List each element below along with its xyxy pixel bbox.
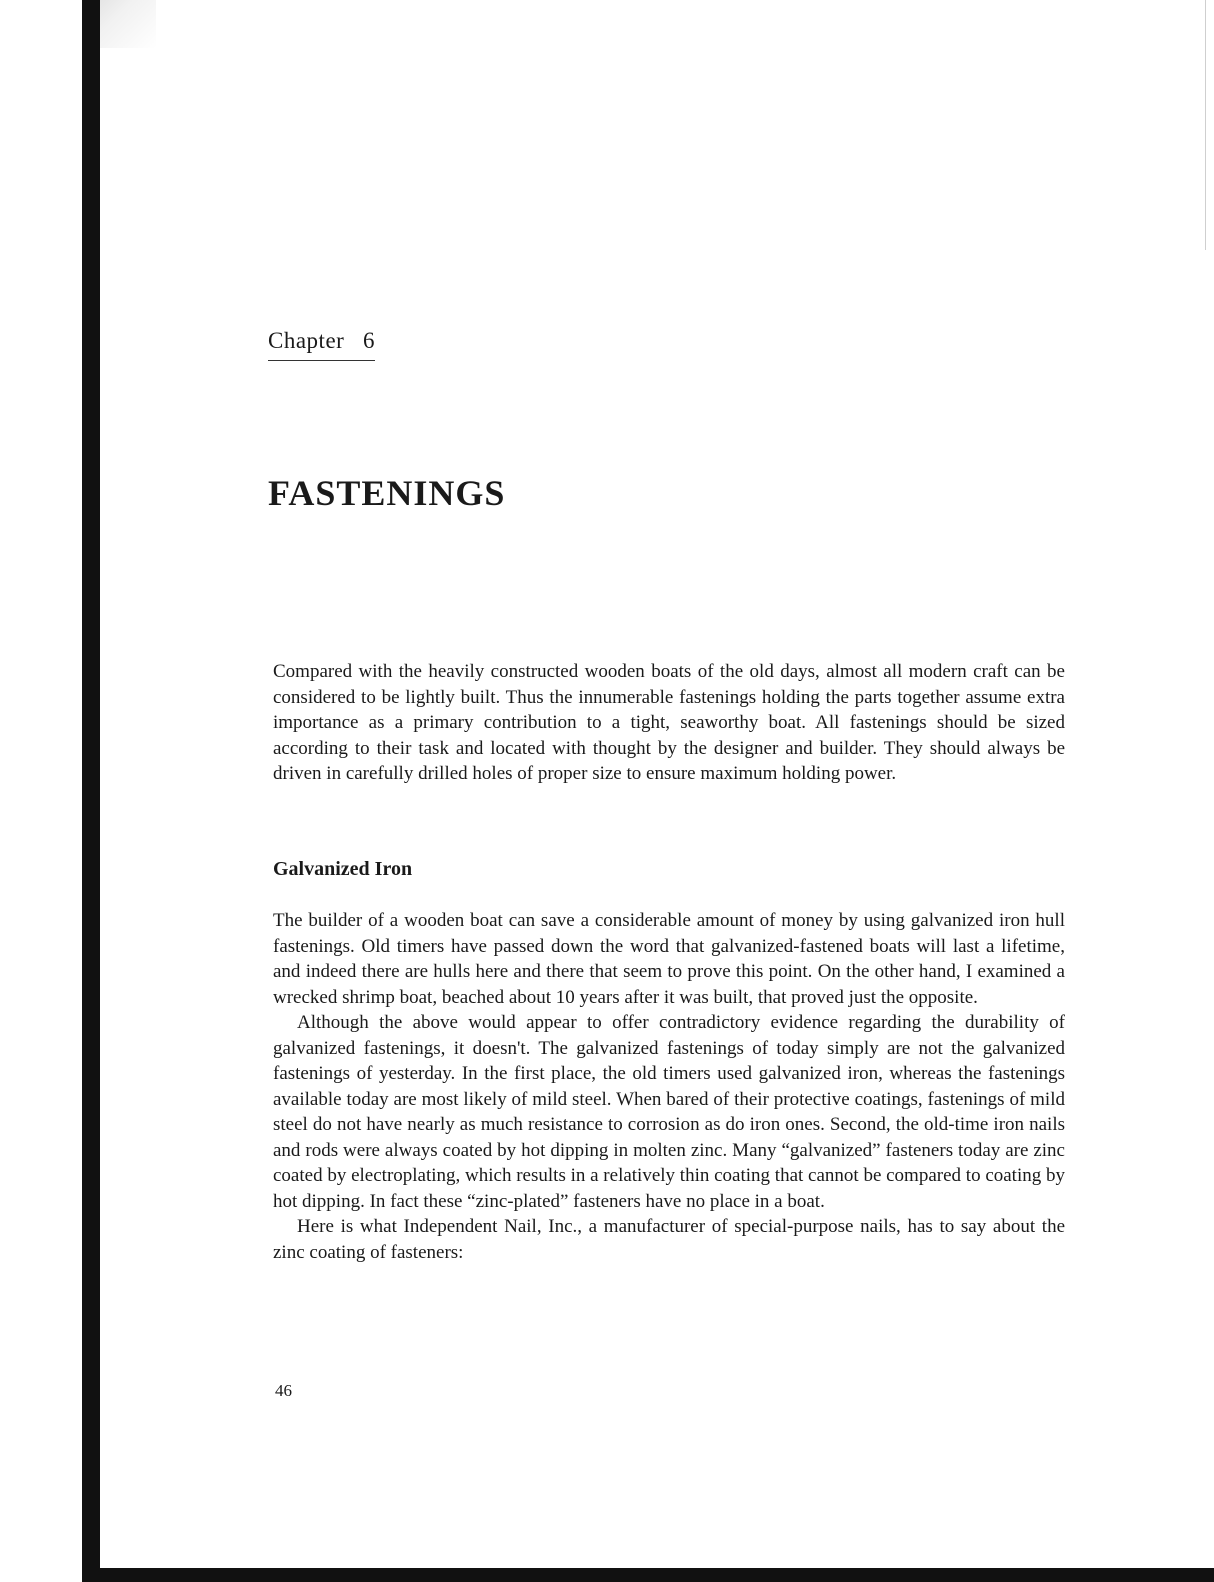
section-heading: Galvanized Iron (273, 858, 413, 880)
page-number: 46 (275, 1381, 292, 1400)
chapter-label: Chapter 6 (268, 328, 375, 361)
chapter-title: FASTENINGS (268, 473, 506, 513)
section-paragraph: Here is what Independent Nail, Inc., a manufacturer of special-purpose nails, has to say about the zinc coating of fasteners: (273, 1216, 1065, 1263)
section-paragraph: The builder of a wooden boat can save a considerable amount of money by using galvanized iron hull fastenings. Old timers have passed down the word that galvanized-fastened boats will last a lifetime, and indeed there are hulls here and there that seem to prove this point. On the other hand, I examined a wrecked shrimp boat, beached about 10 years after it was built, that proved just the opposite. (273, 910, 1065, 1008)
intro-paragraph: Compared with the heavily constructed wooden boats of the old days, almost all modern craft can be considered to be lightly built. Thus the innumerable fastenings holding the parts together assume extra importance as a primary contribution to a tight, seaworthy boat. All fastenings should be sized according to their task and located with thought by the designer and builder. They should always be driven in carefully drilled holes of proper size to ensure maximum holding power. (273, 661, 1065, 784)
intro-paragraph-block (273, 659, 1065, 787)
section-paragraph: Although the above would appear to offer contradictory evidence regarding the durability of galvanized fastenings, it doesn't. The galvanized fastenings of today simply are not the galvanized fastenings of yesterday. In the first place, the old timers used galvanized iron, whereas the fastenings available today are most likely of mild steel. When bared of their protective coatings, fastenings of mild steel do not have nearly as much resistance to corrosion as do iron ones. Second, the old-time iron nails and rods were always coated by hot dipping in molten zinc. Many “galvanized” fasteners today are zinc coated by electroplating, which results in a relatively thin coating that cannot be compared to coating by hot dipping. In fact these “zinc-plated” fasteners have no place in a boat. (273, 1012, 1065, 1212)
section-body (273, 908, 1065, 1265)
